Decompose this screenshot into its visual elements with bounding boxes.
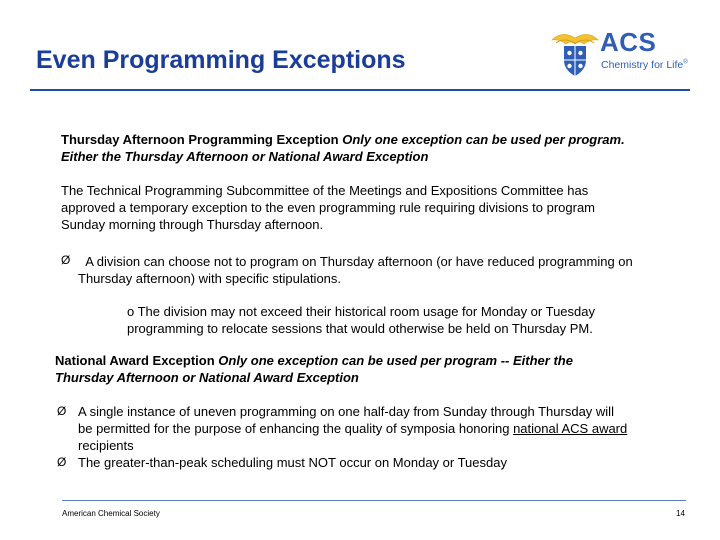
page-number: 14: [676, 509, 685, 518]
title-rule: [30, 89, 690, 91]
bullet-arrow-icon: Ø: [61, 253, 71, 267]
bullet-arrow-icon: Ø: [57, 404, 67, 418]
section2-heading-italic-1: Only one exception can be used per program -- Either the: [214, 353, 573, 368]
paragraph-line: approved a temporary exception to the even programming rule requiring divisions to program: [61, 200, 596, 215]
section1-heading: [61, 131, 701, 165]
section1-heading-bold: Thursday Afternoon Programming Exception: [61, 132, 339, 147]
section1-paragraph: [61, 182, 701, 233]
sub-bullet-line: programming to relocate sessions that would otherwise be held on Thursday PM.: [127, 321, 593, 336]
section2-bullet-2: The greater-than-peak scheduling must NOT occur on Monday or Tuesday: [78, 455, 507, 470]
footer-rule: [62, 500, 686, 501]
bullet-line: recipients: [78, 438, 134, 453]
logo-wordmark: ACS: [600, 27, 657, 57]
acs-logo: [550, 26, 690, 82]
section1-heading-italic-1: Only one exception can be used per program.: [338, 132, 625, 147]
logo-tagline-tm: ®: [683, 59, 688, 66]
paragraph-line: Sunday morning through Thursday afternoon.: [61, 217, 324, 232]
bullet-line: Thursday afternoon) with specific stipulations.: [78, 271, 342, 286]
section2-heading-italic-2: Thursday Afternoon or National Award Exception: [55, 370, 359, 385]
section1-heading-italic-2: Either the Thursday Afternoon or National Award Exception: [61, 149, 429, 164]
section1-sub-bullet: [127, 303, 687, 337]
paragraph-line: The Technical Programming Subcommittee of the Meetings and Expositions Committee has: [61, 183, 589, 198]
sub-bullet-line: o The division may not exceed their historical room usage for Monday or Tuesday: [127, 304, 595, 319]
bullet-line: A single instance of uneven programming on one half-day from Sunday through Thursday will: [78, 404, 614, 419]
section2-heading: [55, 352, 695, 386]
footer-organization: American Chemical Society: [62, 509, 160, 518]
slide-title: Even Programming Exceptions: [36, 46, 406, 74]
section2-bullet-1: [78, 403, 698, 454]
eagle-seal-icon: [550, 26, 600, 80]
section2-heading-bold: National Award Exception: [55, 353, 215, 368]
bullet-line-text: be permitted for the purpose of enhancing the quality of symposia honoring: [78, 421, 514, 436]
bullet-arrow-icon: Ø: [57, 455, 67, 469]
national-acs-award-link[interactable]: national ACS award: [513, 421, 628, 436]
logo-tagline: [601, 59, 688, 71]
section1-bullet: [78, 253, 698, 287]
bullet-line: A division can choose not to program on Thursday afternoon (or have reduced programming on: [85, 254, 633, 269]
logo-tagline-text: Chemistry for Life: [601, 59, 684, 71]
